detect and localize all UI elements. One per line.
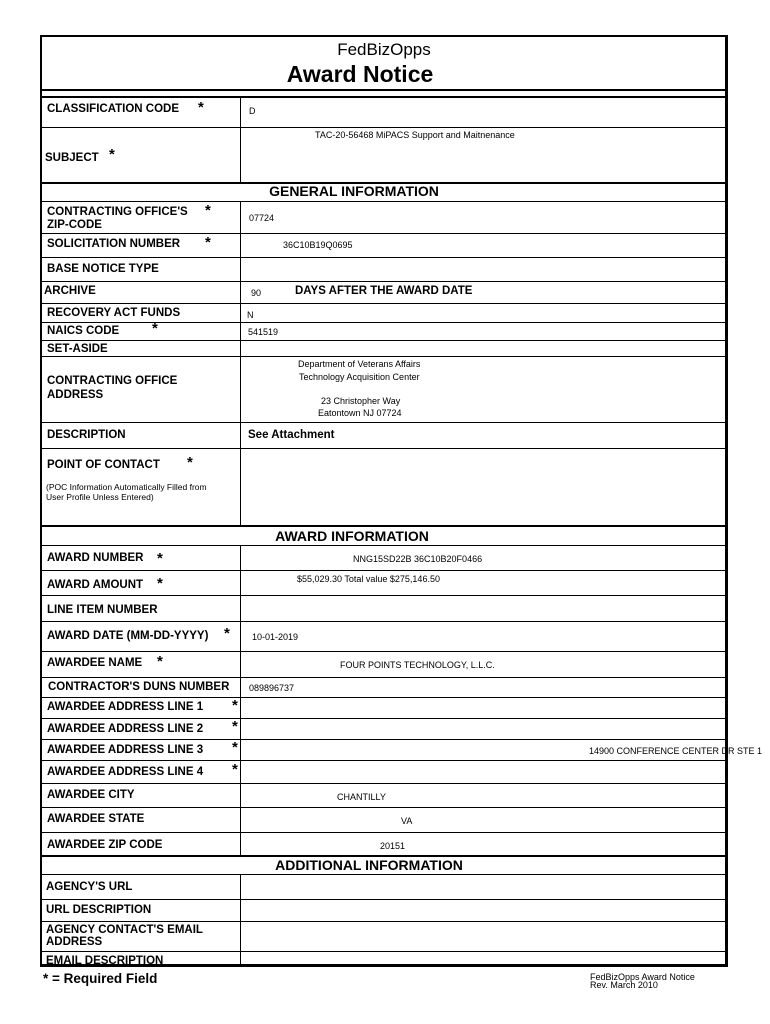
line-item-number-label: LINE ITEM NUMBER xyxy=(47,604,158,616)
email-description-label: EMAIL DESCRIPTION xyxy=(46,955,164,967)
office-address-label-line2: ADDRESS xyxy=(47,389,104,401)
page-title: Award Notice xyxy=(286,61,434,87)
required-marker: * xyxy=(232,761,238,778)
awardee-city-value[interactable]: CHANTILLY xyxy=(337,792,386,802)
agency-url-label: AGENCY'S URL xyxy=(46,881,133,893)
award-number-label: AWARD NUMBER xyxy=(47,552,144,564)
poc-note-line1: (POC Information Automatically Filled from xyxy=(46,482,207,492)
section-additional-heading: ADDITIONAL INFORMATION xyxy=(275,857,463,873)
description-value[interactable]: See Attachment xyxy=(248,429,335,441)
required-marker: * xyxy=(205,202,211,219)
point-of-contact-label: POINT OF CONTACT xyxy=(47,459,160,471)
office-address-line4[interactable]: Eatontown NJ 07724 xyxy=(318,408,402,418)
agency-email-label-line1: AGENCY CONTACT'S EMAIL xyxy=(46,924,203,936)
office-address-label-line1: CONTRACTING OFFICE xyxy=(47,375,178,387)
duns-number-label: CONTRACTOR'S DUNS NUMBER xyxy=(48,681,230,693)
award-number-value[interactable]: NNG15SD22B 36C10B20F0466 xyxy=(353,554,483,564)
solicitation-number-label: SOLICITATION NUMBER xyxy=(47,238,181,250)
required-marker: * xyxy=(187,454,193,471)
form-revision-footer: Rev. March 2010 xyxy=(590,980,658,990)
required-marker: * xyxy=(224,625,230,642)
office-address-line3[interactable]: 23 Christopher Way xyxy=(321,396,401,406)
awardee-zip-label: AWARDEE ZIP CODE xyxy=(47,839,163,851)
duns-number-value[interactable]: 089896737 xyxy=(249,683,295,693)
recovery-act-value[interactable]: N xyxy=(247,310,254,320)
required-marker: * xyxy=(157,575,163,592)
classification-code-label: CLASSIFICATION CODE xyxy=(47,103,180,115)
classification-code-value[interactable]: D xyxy=(249,106,256,116)
archive-label: ARCHIVE xyxy=(44,285,96,297)
archive-days-text: DAYS AFTER THE AWARD DATE xyxy=(295,285,473,297)
office-zip-value[interactable]: 07724 xyxy=(249,213,275,223)
solicitation-number-value[interactable]: 36C10B19Q0695 xyxy=(283,240,353,250)
awardee-state-label: AWARDEE STATE xyxy=(47,813,145,825)
required-field-legend: * = Required Field xyxy=(43,971,158,986)
recovery-act-label: RECOVERY ACT FUNDS xyxy=(47,307,181,319)
awardee-address-line2-label: AWARDEE ADDRESS LINE 2 xyxy=(47,723,204,735)
award-date-label: AWARD DATE (MM-DD-YYYY) xyxy=(47,630,209,642)
awardee-address-line3-value[interactable]: 14900 CONFERENCE CENTER DR STE 1 xyxy=(589,746,763,756)
required-marker: * xyxy=(157,653,163,670)
awardee-address-line1-label: AWARDEE ADDRESS LINE 1 xyxy=(47,701,204,713)
awardee-address-line4-label: AWARDEE ADDRESS LINE 4 xyxy=(47,766,204,778)
subject-label: SUBJECT xyxy=(45,152,99,164)
required-marker: * xyxy=(152,320,158,337)
required-marker: * xyxy=(205,234,211,251)
required-marker: * xyxy=(157,550,163,567)
section-award-heading: AWARD INFORMATION xyxy=(275,528,429,544)
agency-email-label-line2: ADDRESS xyxy=(46,936,103,948)
office-zip-label-line2: ZIP-CODE xyxy=(47,219,102,231)
awardee-address-line3-label: AWARDEE ADDRESS LINE 3 xyxy=(47,744,204,756)
form-subtitle: FedBizOpps xyxy=(337,40,431,59)
url-description-label: URL DESCRIPTION xyxy=(46,904,152,916)
award-date-value[interactable]: 10-01-2019 xyxy=(252,632,299,642)
required-marker: * xyxy=(198,99,204,116)
naics-code-value[interactable]: 541519 xyxy=(248,327,279,337)
office-zip-label-line1: CONTRACTING OFFICE'S xyxy=(47,206,188,218)
required-marker: * xyxy=(109,146,115,163)
required-marker: * xyxy=(232,718,238,735)
base-notice-type-label: BASE NOTICE TYPE xyxy=(47,263,159,275)
required-marker: * xyxy=(232,739,238,756)
awardee-name-label: AWARDEE NAME xyxy=(47,657,143,669)
office-address-line2[interactable]: Technology Acquisition Center xyxy=(299,372,420,382)
form-name-footer: FedBizOpps Award Notice xyxy=(590,972,695,982)
award-amount-label: AWARD AMOUNT xyxy=(47,579,144,591)
description-label: DESCRIPTION xyxy=(47,429,126,441)
award-amount-value[interactable]: $55,029.30 Total value $275,146.50 xyxy=(297,574,440,584)
set-aside-label: SET-ASIDE xyxy=(47,343,108,355)
awardee-zip-value[interactable]: 20151 xyxy=(380,841,406,851)
section-general-heading: GENERAL INFORMATION xyxy=(269,183,439,199)
awardee-state-value[interactable]: VA xyxy=(401,816,413,826)
awardee-city-label: AWARDEE CITY xyxy=(47,789,135,801)
naics-code-label: NAICS CODE xyxy=(47,325,120,337)
required-marker: * xyxy=(232,697,238,714)
poc-note-line2: User Profile Unless Entered) xyxy=(46,492,154,502)
subject-value[interactable]: TAC-20-56468 MiPACS Support and Maitnenance xyxy=(315,130,515,140)
awardee-name-value[interactable]: FOUR POINTS TECHNOLOGY, L.L.C. xyxy=(340,660,495,670)
archive-days-value[interactable]: 90 xyxy=(251,288,262,298)
office-address-line1[interactable]: Department of Veterans Affairs xyxy=(298,359,421,369)
